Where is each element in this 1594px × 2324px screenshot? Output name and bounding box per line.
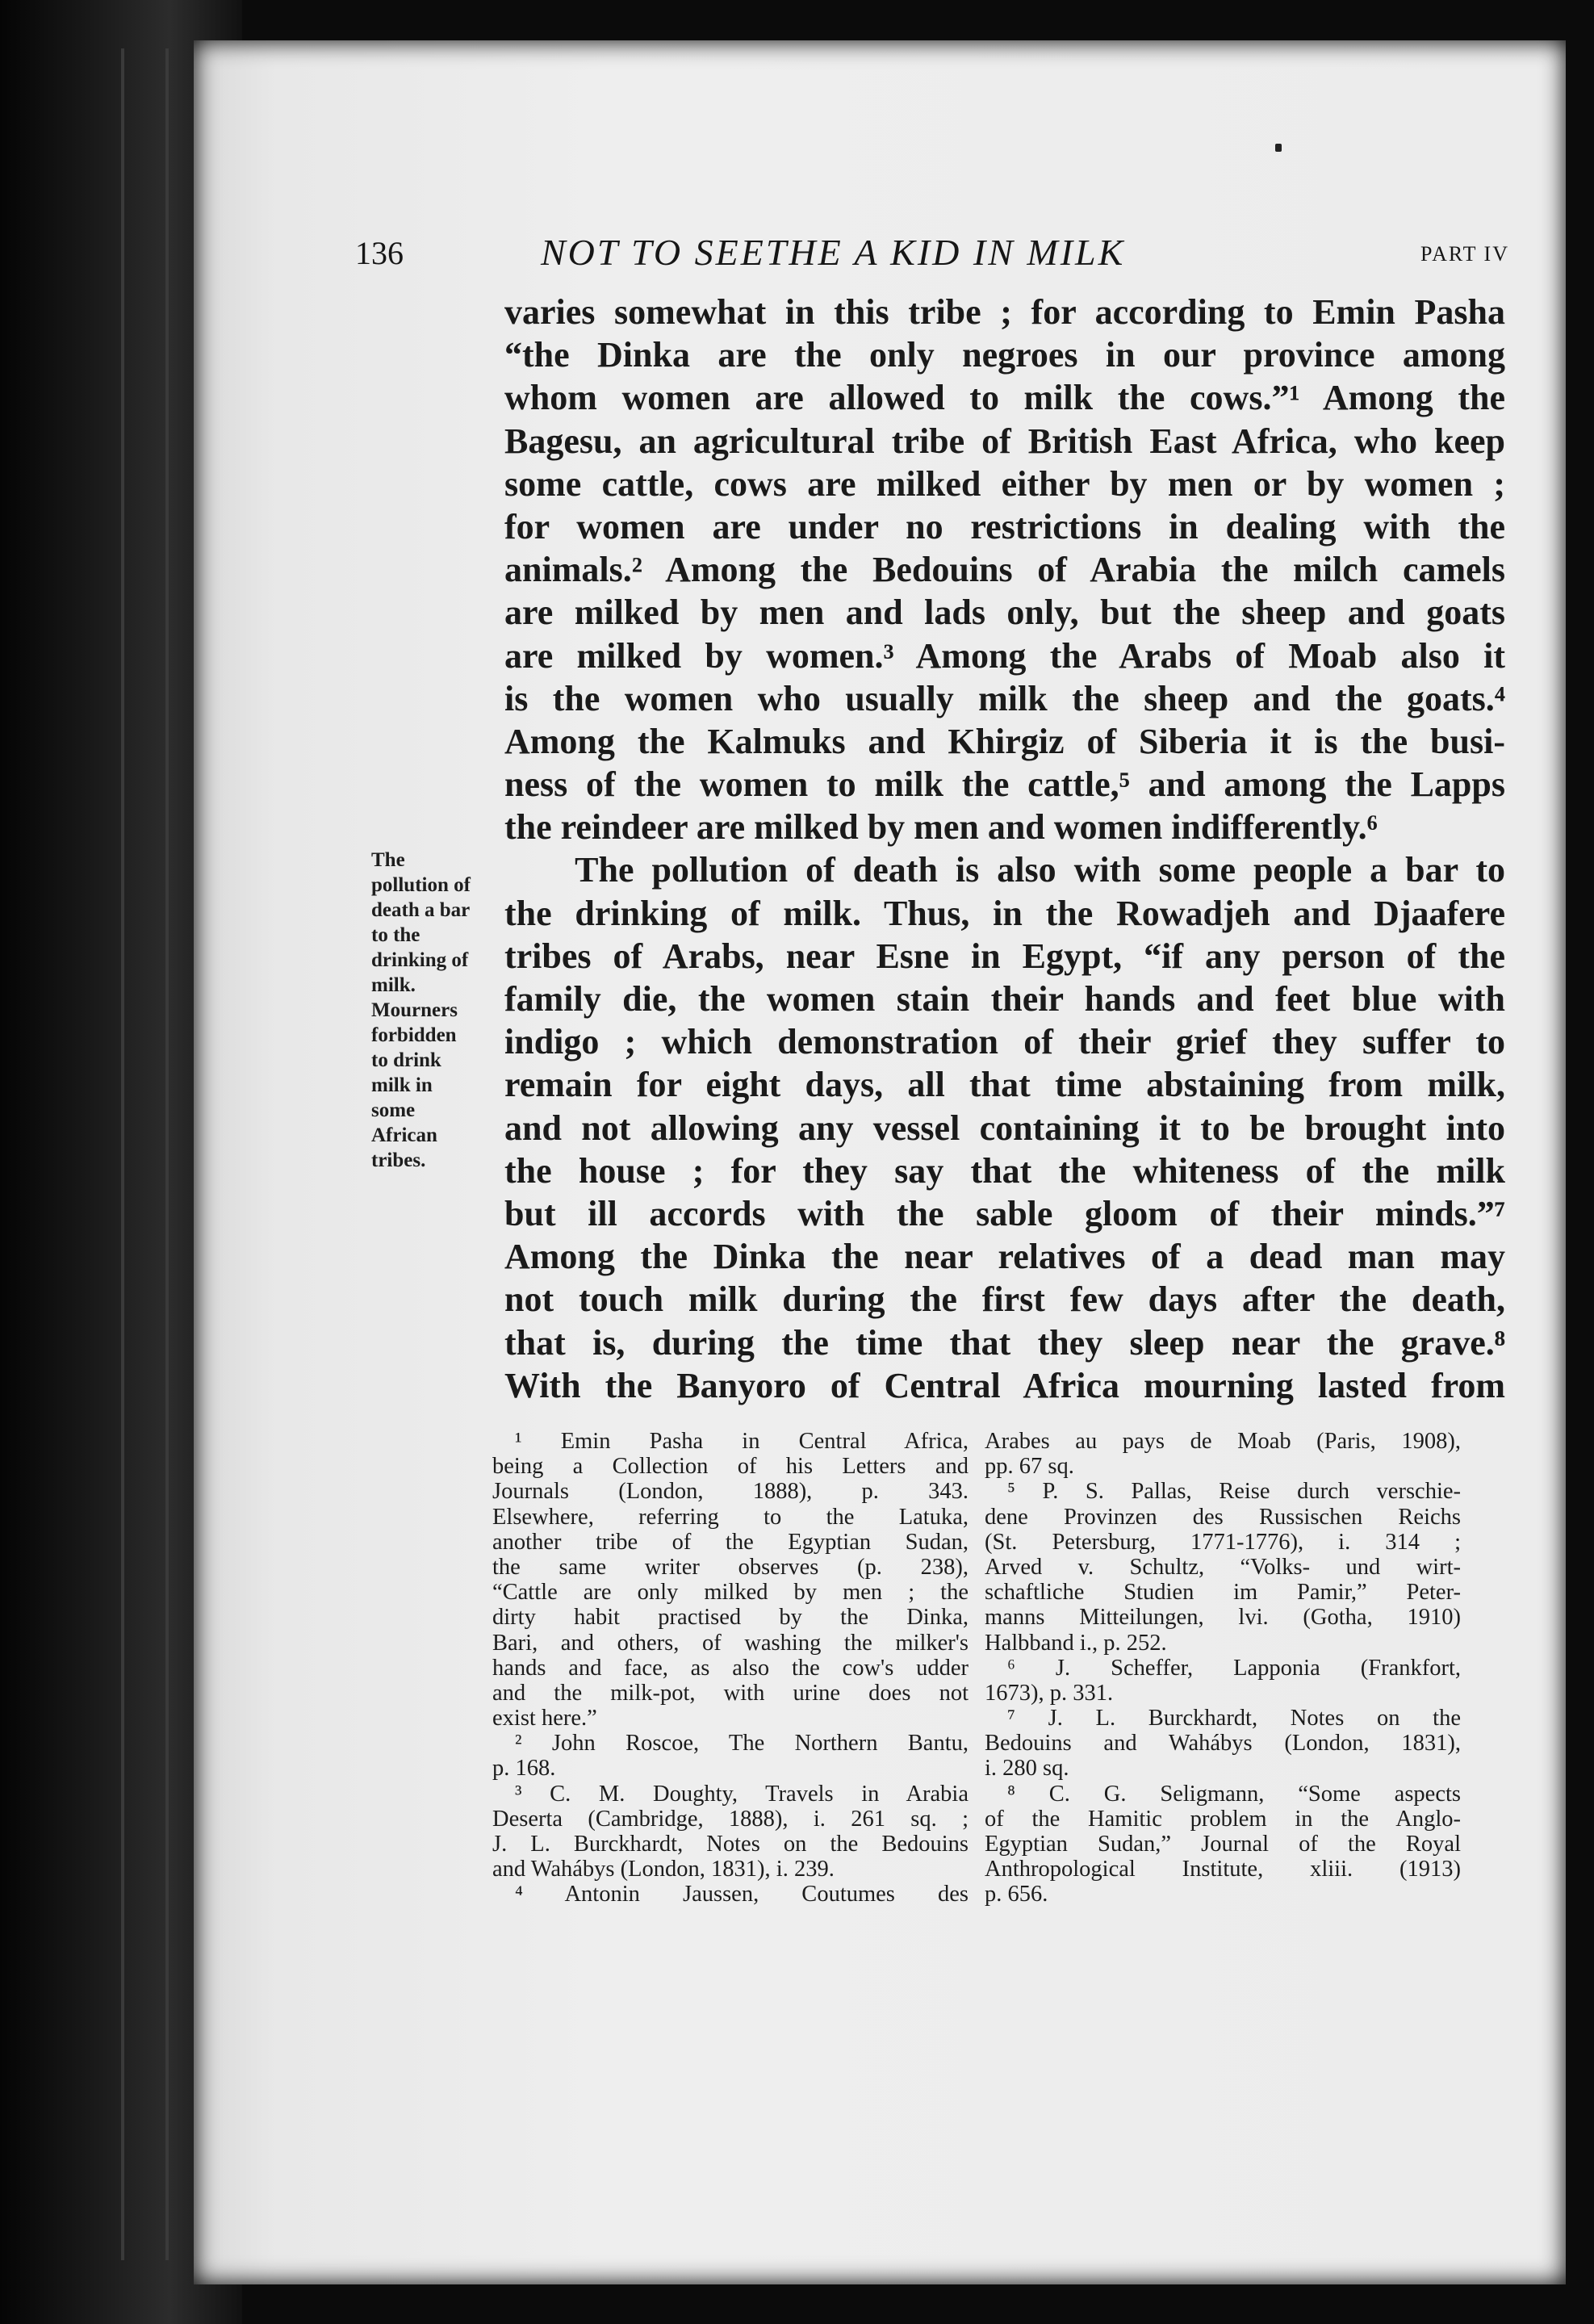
text-line: Bagesu, an agricultural tribe of British East Africa, who keep	[504, 421, 1505, 461]
margin-note-line: tribes.	[371, 1149, 426, 1171]
margin-note-line: pollution of	[371, 874, 471, 896]
footnote-line: pp. 67 sq.	[985, 1454, 1074, 1480]
footnote-line: ³ C. M. Doughty, Travels in Arabia	[515, 1781, 969, 1807]
footnote-line: Bari, and others, of washing the milker's	[492, 1630, 969, 1656]
text-line: some cattle, cows are milked either by men or by women ;	[504, 463, 1505, 504]
footnote-line: “Cattle are only milked by men ; the	[492, 1580, 969, 1606]
text-line: and not allowing any vessel containing it to be brought into	[504, 1108, 1505, 1148]
footnote-line: ⁷ J. L. Burckhardt, Notes on the	[1007, 1706, 1461, 1731]
footnote-line: ⁵ P. S. Pallas, Reise durch verschie-	[1007, 1479, 1461, 1505]
footnotes-left-column	[492, 1429, 969, 1907]
text-line: indigo ; which demonstration of their grief they suffer to	[504, 1022, 1505, 1062]
footnote-line: Elsewhere, referring to the Latuka,	[492, 1504, 969, 1530]
margin-note-line: The	[371, 849, 405, 871]
text-line: animals.² Among the Bedouins of Arabia the milch camels	[504, 550, 1505, 590]
running-title: NOT TO SEETHE A KID IN MILK	[541, 232, 1126, 273]
footnote-line: being a Collection of his Letters and	[492, 1454, 969, 1480]
part-label: PART IV	[1420, 242, 1509, 266]
text-line: remain for eight days, all that time abstaining from milk,	[504, 1065, 1505, 1105]
footnote-line: ⁶ J. Scheffer, Lapponia (Frankfort,	[1007, 1655, 1461, 1681]
text-line: With the Banyoro of Central Africa mourning lasted from	[504, 1365, 1505, 1405]
text-line: tribes of Arabs, near Esne in Egypt, “if any person of the	[504, 936, 1505, 976]
footnote-line: ⁴ Antonin Jaussen, Coutumes des	[515, 1882, 969, 1907]
text-line: the drinking of milk. Thus, in the Rowadjeh and Djaafere	[504, 893, 1505, 933]
footnote-line: schaftliche Studien im Pamir,” Peter-	[985, 1580, 1461, 1606]
text-line: whom women are allowed to milk the cows.”¹ Among the	[504, 378, 1505, 418]
text-line: for women are under no restrictions in dealing with the	[504, 506, 1505, 546]
margin-note-line: Mourners	[371, 999, 458, 1021]
footnote-line: ⁸ C. G. Seligmann, “Some aspects	[1007, 1781, 1461, 1807]
footnote-line: ¹ Emin Pasha in Central Africa,	[515, 1429, 969, 1454]
footnote-line: J. L. Burckhardt, Notes on the Bedouins	[492, 1832, 969, 1857]
margin-note-line: forbidden	[371, 1024, 457, 1046]
footnote-line: i. 280 sq.	[985, 1756, 1069, 1782]
footnote-line: Arved v. Schultz, “Volks- und wirt-	[985, 1554, 1461, 1580]
text-line: not touch milk during the first few days after the death,	[504, 1279, 1505, 1320]
main-text	[504, 291, 1505, 1407]
margin-note-line: death a bar	[371, 899, 471, 921]
footnote-line: Arabes au pays de Moab (Paris, 1908),	[985, 1429, 1461, 1454]
text-line: is the women who usually milk the sheep and the goats.⁴	[504, 678, 1505, 718]
footnote-line: dirty habit practised by the Dinka,	[492, 1605, 969, 1631]
margin-note-line: drinking of	[371, 949, 469, 971]
footnote-line: of the Hamitic problem in the Anglo-	[985, 1806, 1461, 1832]
margin-note-line: some	[371, 1099, 416, 1121]
margin-note-line: to the	[371, 924, 420, 946]
footnote-line: Halbband i., p. 252.	[985, 1630, 1167, 1656]
footnote-line: and the milk-pot, with urine does not	[492, 1680, 969, 1706]
footnote-line: dene Provinzen des Russischen Reichs	[985, 1504, 1461, 1530]
footnote-line: (St. Petersburg, 1771-1776), i. 314 ;	[985, 1529, 1461, 1555]
text-line: ness of the women to milk the cattle,⁵ and among the Lapps	[504, 764, 1505, 805]
footnote-line: manns Mitteilungen, lvi. (Gotha, 1910)	[985, 1605, 1461, 1631]
text-line: are milked by women.³ Among the Arabs of Moab also it	[504, 635, 1505, 676]
page-header	[355, 232, 1509, 283]
footnote-line: Egyptian Sudan,” Journal of the Royal	[985, 1832, 1461, 1857]
text-line: Among the Dinka the near relatives of a dead man may	[504, 1237, 1505, 1277]
footnote-line: Journals (London, 1888), p. 343.	[492, 1479, 969, 1505]
ink-mark	[1275, 144, 1282, 152]
text-line: “the Dinka are the only negroes in our province among	[504, 335, 1505, 375]
footnote-line: Bedouins and Wahábys (London, 1831),	[985, 1731, 1461, 1757]
footnote-line: hands and face, as also the cow's udder	[492, 1655, 969, 1681]
footnote-line: and Wahábys (London, 1831), i. 239.	[492, 1857, 835, 1882]
margin-note-line: milk.	[371, 974, 416, 996]
footnote-line: another tribe of the Egyptian Sudan,	[492, 1529, 969, 1555]
footnote-line: exist here.”	[492, 1706, 597, 1731]
footnotes-right-column	[985, 1429, 1461, 1907]
text-line: are milked by men and lads only, but the sheep and goats	[504, 593, 1505, 633]
binding-line	[121, 48, 124, 2260]
footnote-line: the same writer observes (p. 238),	[492, 1554, 969, 1580]
page-number: 136	[355, 235, 404, 271]
margin-note	[371, 848, 508, 1173]
text-line: family die, the women stain their hands and feet blue with	[504, 979, 1505, 1019]
text-line: that is, during the time that they sleep near the grave.⁸	[504, 1322, 1505, 1363]
margin-note-line: African	[371, 1124, 437, 1146]
text-line: varies somewhat in this tribe ; for according to Emin Pasha	[504, 292, 1505, 332]
footnote-line: ² John Roscoe, The Northern Bantu,	[515, 1731, 969, 1757]
margin-note-line: milk in	[371, 1074, 433, 1096]
footnote-line: p. 656.	[985, 1882, 1048, 1907]
text-line: the reindeer are milked by men and women indifferently.⁶	[504, 807, 1378, 848]
text-line: The pollution of death is also with some people a bar to	[504, 850, 1505, 890]
footnote-line: p. 168.	[492, 1756, 556, 1782]
footnote-line: Deserta (Cambridge, 1888), i. 261 sq. ;	[492, 1806, 969, 1832]
text-line: Among the Kalmuks and Khirgiz of Siberia it is the busi-	[504, 721, 1505, 761]
text-line: but ill accords with the sable gloom of their minds.”⁷	[504, 1193, 1505, 1233]
footnote-line: Anthropological Institute, xliii. (1913)	[985, 1857, 1461, 1882]
binding-line	[165, 48, 169, 2260]
footnote-line: 1673), p. 331.	[985, 1680, 1114, 1706]
margin-note-line: to drink	[371, 1049, 441, 1071]
text-line: the house ; for they say that the whiteness of the milk	[504, 1150, 1505, 1191]
